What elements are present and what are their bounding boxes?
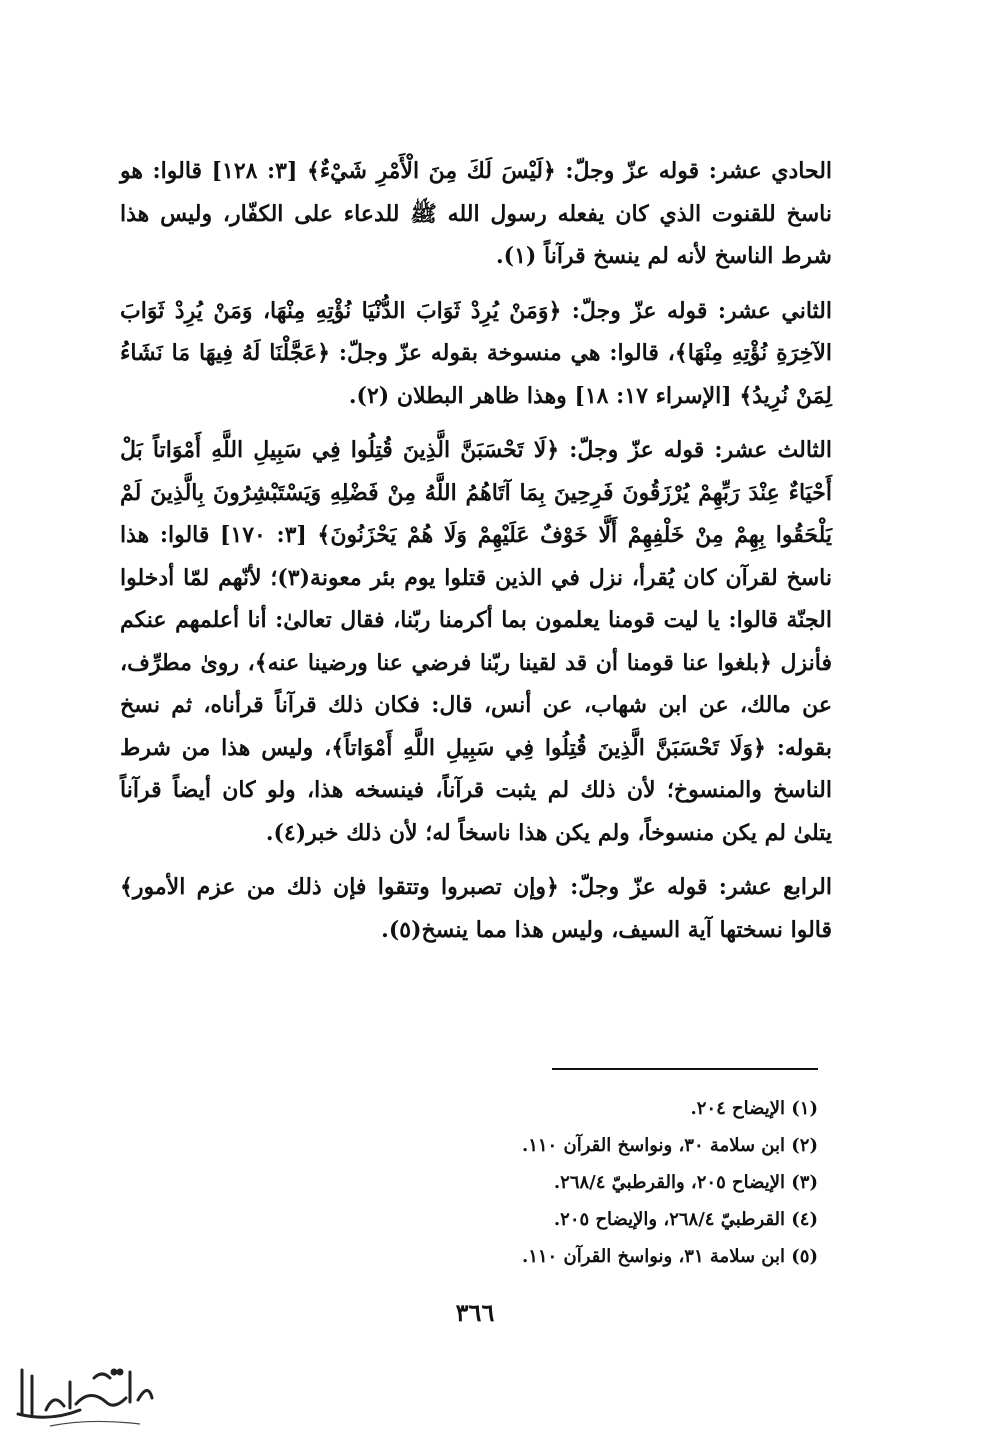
footnote-2: (٢) ابن سلامة ٣٠، ونواسخ القرآن ١١٠. bbox=[521, 1135, 818, 1156]
paragraph-text: الحادي عشر: قوله عزّ وجلّ: ﴿لَيْسَ لَكَ مِنَ الْأَمْرِ شَيْءٌ﴾ [٣: ١٢٨] قالوا: هو ناسخ للقنوت الذي كان يفعله رسول الله ﷺ للدعاء على الكفّار، وليس هذا شرط الناسخ لأنه لم ينسخ قرآناً (١). bbox=[120, 158, 833, 269]
paragraph-twelfth bbox=[120, 290, 832, 418]
calligraphy-stamp-icon bbox=[10, 1352, 160, 1432]
paragraph-text: الثاني عشر: قوله عزّ وجلّ: ﴿وَمَنْ يُرِدْ ثَوَابَ الدُّنْيَا نُؤْتِهِ مِنْهَا، وَمَنْ يُرِدْ ثَوَابَ الآخِرَةِ نُؤْتِهِ مِنْهَا﴾، قالوا: هي منسوخة بقوله عزّ وجلّ: ﴿عَجَّلْنَا لَهُ فِيهَا مَا نَشَاءُ لِمَنْ نُرِيدُ﴾ [الإسراء ١٧: ١٨] وهذا ظاهر البطلان (٢). bbox=[120, 297, 832, 409]
footnote-divider bbox=[552, 1068, 818, 1070]
footnote-5: (٥) ابن سلامة ٣١، ونواسخ القرآن ١١٠. bbox=[521, 1246, 818, 1267]
paragraph-thirteenth bbox=[120, 429, 832, 854]
page-number: ٣٦٦ bbox=[455, 1298, 495, 1327]
footnote-3: (٣) الإيضاح ٢٠٥، والقرطبيّ ٢٦٨/٤. bbox=[553, 1172, 818, 1193]
footnote-4: (٤) القرطبيّ ٢٦٨/٤، والإيضاح ٢٠٥. bbox=[553, 1209, 818, 1230]
paragraph-eleventh bbox=[120, 150, 832, 278]
footnote-1: (١) الإيضاح ٢٠٤. bbox=[690, 1098, 818, 1119]
paragraph-fourteenth bbox=[120, 866, 832, 951]
paragraph-text: الرابع عشر: قوله عزّ وجلّ: ﴿وإن تصبروا وتتقوا فإن ذلك من عزم الأمور﴾ قالوا نسختها آية السيف، وليس هذا مما ينسخ(٥). bbox=[120, 874, 832, 943]
footnotes bbox=[300, 1090, 818, 1275]
paragraph-text: الثالث عشر: قوله عزّ وجلّ: ﴿لَا تَحْسَبَنَّ الَّذِينَ قُتِلُوا فِي سَبِيلِ اللَّهِ أَمْوَاتاً بَلْ أَحْيَاءٌ عِنْدَ رَبِّهِمْ يُرْزَقُونَ فَرِحِينَ بِمَا آتَاهُمُ اللَّهُ مِنْ فَضْلِهِ وَيَسْتَبْشِرُونَ بِالَّذِينَ لَمْ يَلْحَقُوا بِهِمْ مِنْ خَلْفِهِمْ أَلَّا خَوْفٌ عَلَيْهِمْ وَلَا هُمْ يَحْزَنُونَ﴾ [٣: ١٧٠] قالوا: هذا ناسخ لقرآن كان يُقرأ، نزل في الذين قتلوا يوم بئر معونة(٣)؛ لأنّهم لمّا أدخلوا الجنّة قالوا: يا ليت قومنا يعلمون بما أكرمنا ربّنا، فقال تعالىٰ: أنا أعلمهم عنكم فأنزل ﴿بلغوا عنا قومنا أن قد لقينا ربّنا فرضي عنا ورضينا عنه﴾، روىٰ مطرِّف، عن مالك، عن ابن شهاب، عن أنس، قال: فكان ذلك قرآناً قرأناه، ثم نسخ بقوله: ﴿وَلَا تَحْسَبَنَّ الَّذِينَ قُتِلُوا فِي سَبِيلِ اللَّهِ أَمْوَاتاً﴾، وليس هذا من شرط الناسخ والمنسوخ؛ لأن ذلك لم يثبت قرآناً، فينسخه هذا، ولو كان أيضاً قرآناً يتلىٰ لم يكن منسوخاً، ولم يكن هذا ناسخاً له؛ لأن ذلك خبر(٤). bbox=[120, 437, 833, 846]
main-text bbox=[120, 150, 832, 963]
